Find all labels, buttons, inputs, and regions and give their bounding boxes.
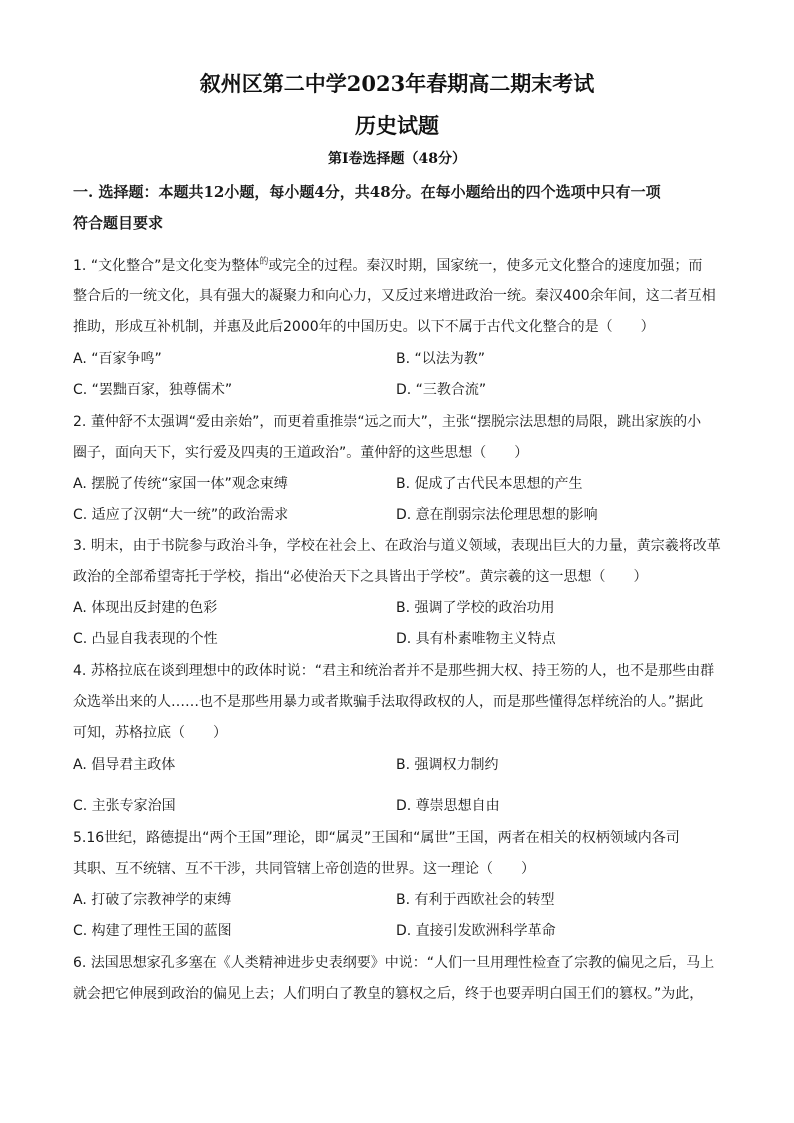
question-text: 苏格拉底在谈到理想中的政体时说：“君主和统治者并不是那些拥大权、持王笏的人，也不是那些由群 xyxy=(90,663,715,679)
superscript-char: 的 xyxy=(259,257,269,267)
subject-title: 历史试题 xyxy=(355,113,439,138)
question-4-line-1 xyxy=(73,660,714,680)
question-2-line-2: 圈子，面向天下，实行爱及四夷的王道政治”。董仲舒的这些思想（ ） xyxy=(73,445,529,461)
question-4-line-2: 众选举出来的人……也不是那些用暴力或者欺骗手法取得政权的人，而是那些懂得怎样统治的人。”据此 xyxy=(73,694,704,710)
question-text: “文化整合”是文化变为整体 xyxy=(90,258,260,274)
question-5-line-2: 其职、互不统辖、互不干涉，共同管辖上帝创造的世界。这一理论（ ） xyxy=(73,861,535,877)
section-instructions-line-1: 一. 选择题：本题共12小题，每小题4分，共48分。在每小题给出的四个选项中只有一项 xyxy=(73,183,661,201)
q2-option-a: A. 摆脱了传统“家国一体”观念束缚 xyxy=(73,476,288,492)
q4-option-c: C. 主张专家治国 xyxy=(73,798,176,814)
q1-option-c: C. “罢黜百家，独尊儒术” xyxy=(73,382,233,398)
section-instructions-line-2: 符合题目要求 xyxy=(73,214,164,232)
question-text: 或完全的过程。秦汉时期，国家统一，使多元文化整合的速度加强；而 xyxy=(268,258,703,274)
question-text: 法国思想家孔多塞在《人类精神进步史表纲要》中说：“人们一旦用理性检查了宗教的偏见之后，马上 xyxy=(90,955,715,971)
q2-option-b: B. 促成了古代民本思想的产生 xyxy=(396,476,583,492)
q5-option-c: C. 构建了理性王国的蓝图 xyxy=(73,923,232,939)
q2-option-d: D. 意在削弱宗法伦理思想的影响 xyxy=(396,507,598,523)
q3-option-d: D. 具有朴素唯物主义特点 xyxy=(396,631,556,647)
q4-option-b: B. 强调权力制约 xyxy=(396,757,499,773)
q2-option-c: C. 适应了汉朝“大一统”的政治需求 xyxy=(73,507,289,523)
q1-option-a: A. “百家争鸣” xyxy=(73,351,162,367)
question-number: 2. xyxy=(73,414,87,430)
q4-option-d: D. 尊崇思想自由 xyxy=(396,798,500,814)
school-title: 叙州区第二中学2023年春期高二期末考试 xyxy=(199,71,595,96)
question-5-line-1 xyxy=(73,827,680,847)
q5-option-d: D. 直接引发欧洲科学革命 xyxy=(396,923,556,939)
question-text: 明末，由于书院参与政治斗争，学校在社会上、在政治与道义领域，表现出巨大的力量，黄宗羲将改革 xyxy=(90,538,721,554)
question-text: 16世纪，路德提出“两个王国”理论，即“属灵”王国和“属世”王国，两者在相关的权柄领域内各司 xyxy=(86,830,680,846)
question-1-line-1 xyxy=(73,254,702,275)
q1-option-d: D. “三教合流” xyxy=(396,382,487,398)
question-number: 5. xyxy=(73,830,87,846)
q3-option-b: B. 强调了学校的政治功用 xyxy=(396,600,555,616)
question-4-line-3: 可知，苏格拉底（ ） xyxy=(73,725,227,741)
question-number: 1. xyxy=(73,258,87,274)
q5-option-a: A. 打破了宗教神学的束缚 xyxy=(73,892,232,908)
question-number: 6. xyxy=(73,955,87,971)
question-2-line-1 xyxy=(73,411,701,431)
question-number: 4. xyxy=(73,663,87,679)
question-6-line-1 xyxy=(73,952,714,972)
part-title: 第I卷选择题（48分） xyxy=(327,151,467,167)
question-number: 3. xyxy=(73,538,87,554)
question-3-line-1 xyxy=(73,535,721,555)
q4-option-a: A. 倡导君主政体 xyxy=(73,757,176,773)
q5-option-b: B. 有利于西欧社会的转型 xyxy=(396,892,555,908)
q3-option-c: C. 凸显自我表现的个性 xyxy=(73,631,218,647)
question-1-line-3: 推助，形成互补机制，并惠及此后2000年的中国历史。以下不属于古代文化整合的是（ ） xyxy=(73,319,655,335)
question-1-line-2: 整合后的一统文化，具有强大的凝聚力和向心力，又反过来增进政治一统。秦汉400余年间，这二者互相 xyxy=(73,288,716,304)
question-3-line-2: 政治的全部希望寄托于学校，指出“必使治天下之具皆出于学校”。黄宗羲的这一思想（ ） xyxy=(73,569,648,585)
q1-option-b: B. “以法为教” xyxy=(396,351,486,367)
question-text: 董仲舒不太强调“爱由亲始”，而更着重推崇“远之而大”，主张“摆脱宗法思想的局限，跳出家族的小 xyxy=(90,414,702,430)
question-6-line-2: 就会把它伸展到政治的偏见上去；人们明白了教皇的篡权之后，终于也要弄明白国王们的篡权。”为此， xyxy=(73,986,704,1002)
q3-option-a: A. 体现出反封建的色彩 xyxy=(73,600,218,616)
